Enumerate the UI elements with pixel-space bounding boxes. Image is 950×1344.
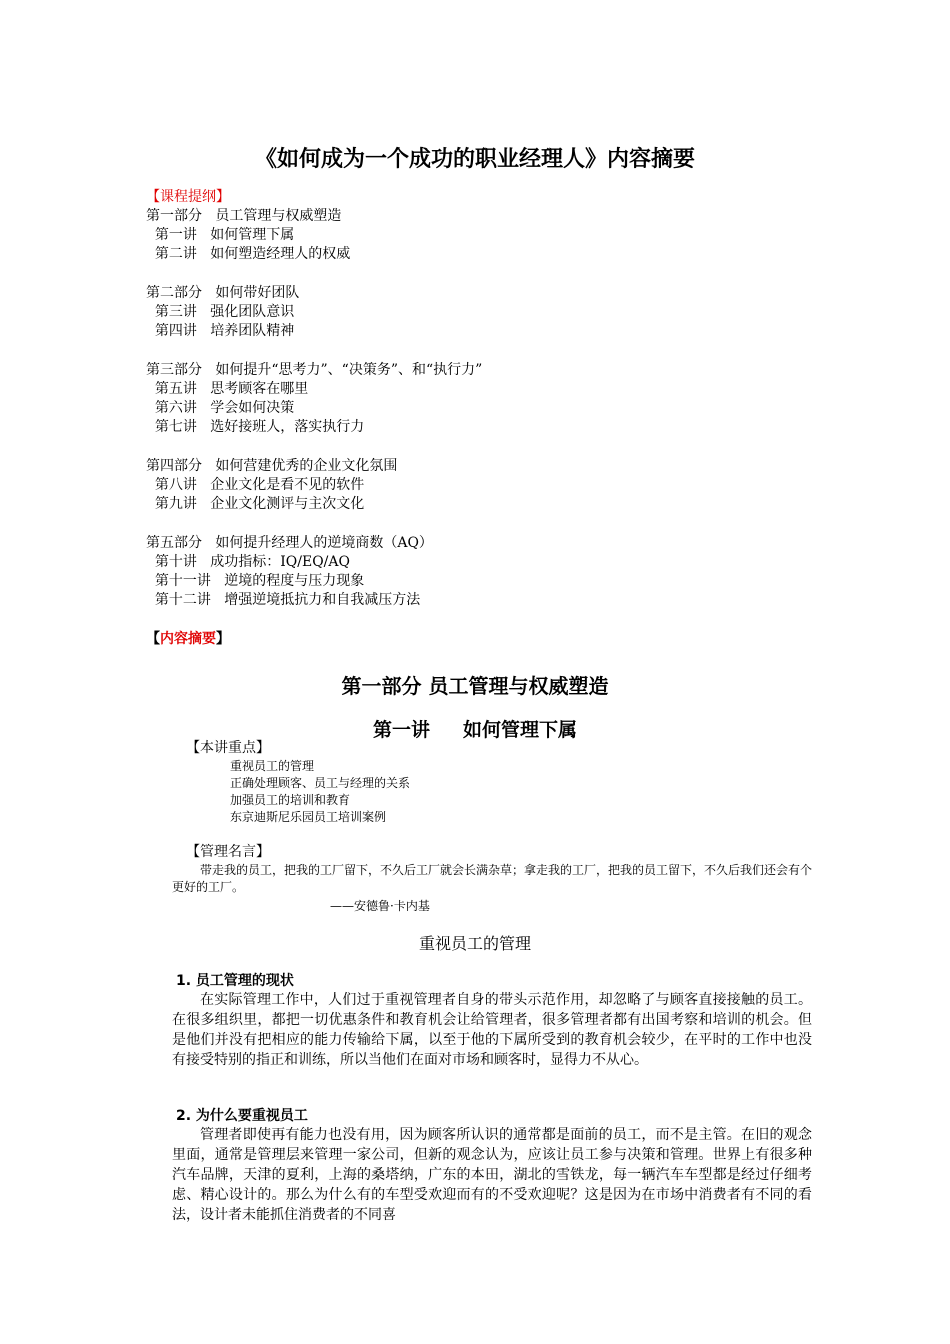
- outline-line: 第八讲 企业文化是看不见的软件: [146, 477, 365, 493]
- outline-line: 第六讲 学会如何决策: [146, 400, 295, 416]
- outline-line: 第十二讲 增强逆境抵抗力和自我减压方法: [146, 592, 421, 608]
- outline-label-text: 课程提纲: [160, 189, 216, 205]
- outline-label: [146, 188, 230, 207]
- outline-line: 第一讲 如何管理下属: [146, 227, 295, 243]
- outline-line: 第四部分 如何营建优秀的企业文化氛围: [146, 458, 398, 474]
- outline-line: 第三讲 强化团队意识: [146, 304, 295, 320]
- subsection-heading: 1. 员工管理的现状: [176, 973, 294, 989]
- subsection-heading: 2. 为什么要重视员工: [176, 1108, 308, 1124]
- outline-line: 第二部分 如何带好团队: [146, 285, 300, 301]
- section-title: 重视员工的管理: [418, 934, 531, 953]
- outline-label-close: 】: [216, 189, 230, 205]
- focus-label: 【本讲重点】: [186, 740, 270, 756]
- outline-line: 第十讲 成功指标：IQ/EQ/AQ: [146, 554, 350, 570]
- part-heading: 第一部分 员工管理与权威塑造: [341, 674, 609, 698]
- quote-author: ——安德鲁·卡内基: [330, 899, 430, 913]
- quote-text: 带走我的员工，把我的工厂留下，不久后工厂就会长满杂草；拿走我的工厂，把我的员工留下，不久后我们还会有个更好的工厂。: [172, 863, 813, 894]
- outline-line: 第九讲 企业文化测评与主次文化: [146, 496, 365, 512]
- paragraph: 在实际管理工作中，人们过于重视管理者自身的带头示范作用，却忽略了与顾客直接接触的员工。在很多组织里，都把一切优惠条件和教育机会让给管理者，很多管理者都有出国考察和培训的机会。但是他们并没有把相应的能力传输给下属，以至于他的下属所受到的教育机会较少，在平时的工作中也没有接受特别的指正和训练，所以当他们在面对市场和顾客时，显得力不从心。: [172, 992, 812, 1068]
- outline-line: 第二讲 如何塑造经理人的权威: [146, 246, 351, 262]
- outline-line: 第一部分 员工管理与权威塑造: [146, 208, 342, 224]
- summary-label: [146, 630, 230, 649]
- focus-item: 东京迪斯尼乐园员工培训案例: [230, 810, 387, 824]
- summary-label-close: 】: [216, 631, 230, 647]
- summary-label-open: 【: [146, 631, 160, 647]
- lecture-heading: 第一讲 如何管理下属: [372, 719, 578, 741]
- outline-line: 第四讲 培养团队精神: [146, 323, 295, 339]
- outline-line: 第五讲 思考顾客在哪里: [146, 381, 309, 397]
- outline-label-open: 【: [146, 189, 160, 205]
- outline-line: 第七讲 选好接班人，落实执行力: [146, 419, 365, 435]
- paragraph: 管理者即使再有能力也没有用，因为顾客所认识的通常都是面前的员工，而不是主管。在旧的观念里面，通常是管理层来管理一家公司，但新的观念认为，应该让员工参与决策和管理。世界上有很多种汽车品牌，天津的夏利，上海的桑塔纳，广东的本田，湖北的雪铁龙，每一辆汽车车型都是经过仔细考虑、精心设计的。那么为什么有的车型受欢迎而有的不受欢迎呢？这是因为在市场中消费者有不同的看法，设计者未能抓住消费者的不同喜: [172, 1127, 812, 1223]
- focus-item: 正确处理顾客、员工与经理的关系: [230, 776, 411, 790]
- outline-line: 第十一讲 逆境的程度与压力现象: [146, 573, 365, 589]
- summary-label-text: 内容摘要: [160, 631, 216, 647]
- quote-label: 【管理名言】: [186, 844, 270, 860]
- outline-line: 第五部分 如何提升经理人的逆境商数（AQ）: [146, 535, 433, 551]
- outline-line: 第三部分 如何提升“思考力”、“决策务”、和“执行力”: [146, 362, 483, 378]
- focus-item: 重视员工的管理: [230, 759, 315, 773]
- document-title: 《如何成为一个成功的职业经理人》内容摘要: [254, 147, 695, 172]
- focus-item: 加强员工的培训和教育: [230, 793, 351, 807]
